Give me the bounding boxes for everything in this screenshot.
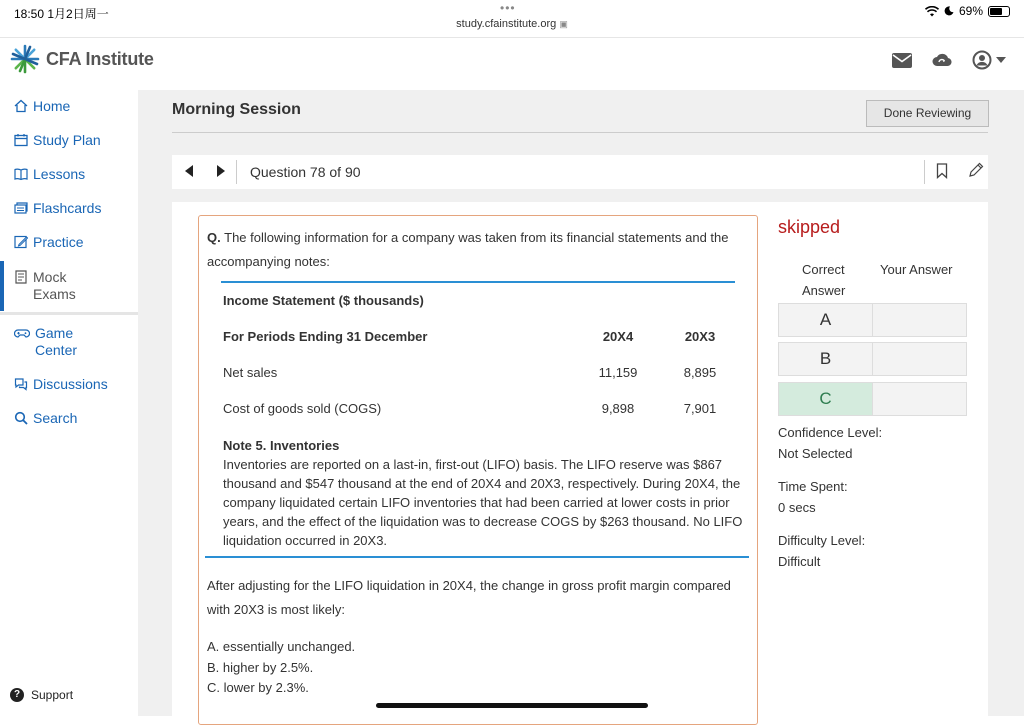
choice-a[interactable]: A. essentially unchanged. [207, 639, 356, 654]
time-value: 0 secs [778, 500, 816, 515]
sidebar-item-label: Game Center [35, 325, 78, 358]
choice-c[interactable]: C. lower by 2.3%. [207, 680, 309, 695]
sidebar-item-label: Home [33, 98, 71, 114]
question-intro-text: The following information for a company was taken from its financial statements and the accompanying notes: [207, 230, 729, 269]
bookmark-icon[interactable] [936, 163, 948, 179]
row-col1: 11,159 [598, 365, 638, 380]
row-label: Net sales [223, 365, 278, 380]
sidebar-item-label: Lessons [33, 166, 86, 182]
status-skipped: skipped [778, 217, 841, 237]
answer-choices [207, 637, 355, 699]
moon-icon [944, 6, 954, 16]
question-intro [207, 226, 747, 274]
table-header-label: For Periods Ending 31 December [223, 329, 428, 344]
support-link[interactable] [10, 688, 73, 702]
sidebar-item-discussions[interactable] [14, 376, 108, 393]
question-prefix: Q. [207, 230, 221, 245]
table-title: Income Statement ($ thousands) [223, 293, 424, 308]
table-header-col1: 20X4 [602, 329, 634, 344]
time-label: Time Spent: [778, 479, 848, 494]
sidebar-item-label: Study Plan [33, 132, 101, 148]
nav-divider [236, 160, 237, 184]
logo-text: CFA Institute [46, 48, 154, 69]
difficulty-label: Difficulty Level: [778, 533, 866, 548]
correct-cell-b: B [778, 342, 873, 376]
table-top-rule [221, 281, 735, 283]
sidebar-item-label: Discussions [33, 376, 108, 392]
pencil-icon[interactable] [968, 162, 984, 178]
your-cell-b [872, 342, 967, 376]
next-question-icon[interactable] [217, 165, 225, 177]
row-label: Cost of goods sold (COGS) [223, 401, 382, 416]
mail-icon[interactable] [892, 53, 912, 68]
support-label: Support [31, 688, 74, 702]
search-icon [14, 411, 28, 425]
sidebar-item-home[interactable] [14, 98, 70, 115]
cfa-globe-icon [10, 44, 40, 74]
active-indicator [0, 261, 4, 311]
confidence-value: Not Selected [778, 446, 853, 461]
sidebar-item-game-center[interactable] [14, 325, 85, 359]
page-title: Morning Session [172, 101, 301, 118]
cfa-logo[interactable] [10, 44, 154, 74]
practice-icon [14, 235, 28, 249]
correct-answer-header: Correct Answer [802, 262, 846, 298]
question-nav-bar [172, 155, 988, 189]
lock-icon: ▣ [559, 19, 568, 29]
battery-icon [988, 6, 1010, 17]
status-right [925, 4, 1010, 18]
row-col2: 7,901 [683, 401, 717, 416]
your-cell-a [872, 303, 967, 337]
status-time: 18:50 1月2日周一 [14, 7, 109, 21]
book-icon [14, 167, 28, 181]
sidebar-item-label: Practice [33, 234, 84, 250]
sidebar-item-flashcards[interactable] [14, 200, 101, 217]
sidebar-item-practice[interactable] [14, 234, 84, 251]
gamepad-icon [14, 326, 30, 340]
cloud-sync-icon[interactable] [932, 52, 952, 68]
correct-cell-a: A [778, 303, 873, 337]
sidebar-item-label: Search [33, 410, 78, 426]
sidebar-item-search[interactable] [14, 410, 77, 427]
note-body: Inventories are reported on a last-in, first-out (LIFO) basis. The LIFO reserve was $867 thousand and $547 thousand at the end of 20X4 and 20X3, respectively. During 20X4, the company liquidated certain LIFO inventories that had been carried at lower costs in prior years, and the effect of the liquidation was to decrease COGS by $263 thousand. No LIFO liquidation occurred in 20X3. [223, 457, 743, 548]
title-divider [172, 132, 988, 133]
your-answer-header: Your Answer [880, 262, 953, 277]
question-stem: After adjusting for the LIFO liquidation in 20X4, the change in gross profit margin compared with 20X3 is most likely: [207, 578, 731, 617]
exam-icon [14, 270, 28, 284]
more-dots-icon[interactable]: ••• [500, 1, 516, 15]
table-header-col2: 20X3 [684, 329, 716, 344]
help-icon: ? [10, 688, 24, 702]
account-icon[interactable] [972, 50, 992, 70]
your-cell-c [872, 382, 967, 416]
cards-icon [14, 201, 28, 215]
difficulty-value: Difficult [778, 554, 821, 569]
note-bottom-rule [205, 556, 749, 558]
done-reviewing-button[interactable]: Done Reviewing [866, 100, 989, 127]
sidebar-item-label: Mock Exams [33, 269, 76, 302]
main-content [138, 90, 1024, 716]
app-header [0, 38, 1024, 90]
confidence-label: Confidence Level: [778, 425, 883, 440]
sidebar-item-study-plan[interactable] [14, 132, 101, 149]
url-text: study.cfainstitute.org [456, 18, 557, 30]
wifi-icon [925, 6, 939, 17]
status-bar [0, 0, 1024, 38]
choice-b[interactable]: B. higher by 2.5%. [207, 659, 314, 675]
header-actions [892, 50, 1006, 70]
correct-cell-c: C [778, 382, 873, 416]
sidebar-item-mock-exams[interactable] [14, 269, 83, 303]
row-col2: 8,895 [683, 365, 717, 380]
previous-question-icon[interactable] [185, 165, 193, 177]
question-box [198, 215, 758, 725]
caret-down-icon[interactable] [996, 57, 1006, 63]
battery-percent: 69% [958, 4, 983, 18]
note-title: Note 5. Inventories [223, 438, 340, 453]
calendar-icon [14, 133, 28, 147]
sidebar-divider [0, 312, 138, 315]
sidebar-item-label: Flashcards [33, 200, 102, 216]
url-bar[interactable] [0, 18, 1024, 30]
sidebar [0, 90, 138, 716]
nav-divider [924, 160, 925, 184]
sidebar-item-lessons[interactable] [14, 166, 85, 183]
row-col1: 9,898 [601, 401, 635, 416]
chat-icon [14, 377, 28, 391]
home-indicator[interactable] [376, 703, 648, 708]
question-counter: Question 78 of 90 [250, 164, 361, 180]
home-icon [14, 99, 28, 113]
